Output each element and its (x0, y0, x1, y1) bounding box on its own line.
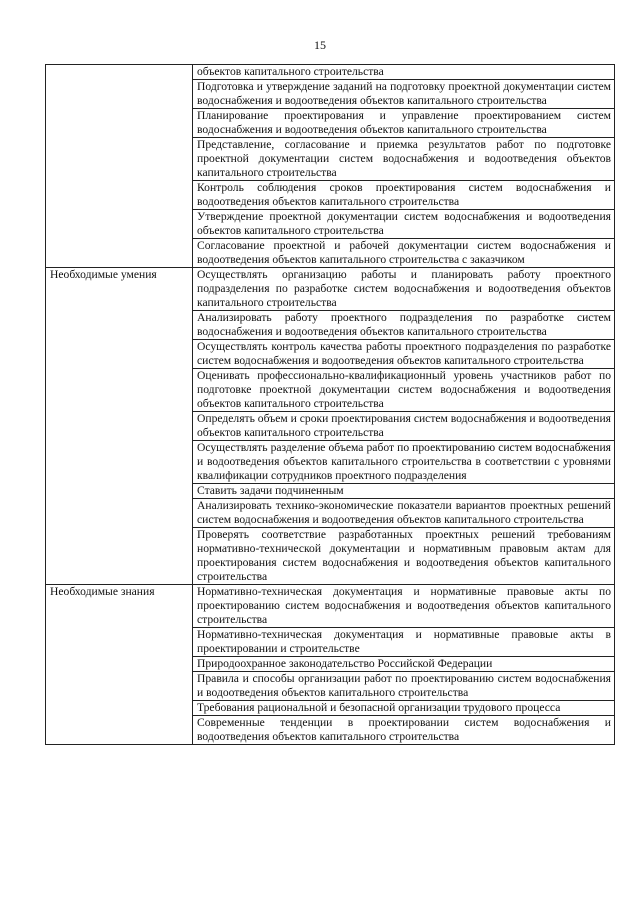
requirement-item: Представление, согласование и приемка результатов работ по подготовке проектной документации систем водоснабжения и водоотведения объектов капитального строительства (193, 138, 615, 181)
requirement-item: Ставить задачи подчиненным (193, 484, 615, 499)
table-row (46, 65, 615, 80)
requirement-item: объектов капитального строительства (193, 65, 615, 80)
requirement-item: Контроль соблюдения сроков проектирования систем водоснабжения и водоотведения объектов капитального строительства (193, 181, 615, 210)
page-number: 15 (314, 38, 326, 52)
requirement-item: Современные тенденции в проектировании систем водоснабжения и водоотведения объектов капитального строительства (193, 716, 615, 745)
requirement-item: Определять объем и сроки проектирования систем водоснабжения и водоотведения объектов капитального строительства (193, 412, 615, 441)
table-row (46, 585, 615, 628)
table-row (46, 268, 615, 311)
section-label: Необходимые умения (46, 268, 193, 585)
section-label (46, 65, 193, 268)
requirement-item: Осуществлять контроль качества работы проектного подразделения по разработке систем водоснабжения и водоотведения объектов капитального строительства (193, 340, 615, 369)
requirement-item: Оценивать профессионально-квалификационный уровень участников работ по подготовке проектной документации систем водоснабжения и водоотведения объектов капитального строительства (193, 369, 615, 412)
section-label: Необходимые знания (46, 585, 193, 745)
requirement-item: Осуществлять организацию работы и планировать работу проектного подразделения по разработке систем водоснабжения и водоотведения объектов капитального строительства (193, 268, 615, 311)
requirement-item: Природоохранное законодательство Российской Федерации (193, 657, 615, 672)
requirement-item: Нормативно-техническая документация и нормативные правовые акты в проектировании и строительстве (193, 628, 615, 657)
requirement-item: Правила и способы организации работ по проектированию систем водоснабжения и водоотведения объектов капитального строительства (193, 672, 615, 701)
requirement-item: Подготовка и утверждение заданий на подготовку проектной документации систем водоснабжения и водоотведения объектов капитального строительства (193, 80, 615, 109)
requirements-table (45, 64, 615, 745)
requirement-item: Планирование проектирования и управление проектированием систем водоснабжения и водоотведения объектов капитального строительства (193, 109, 615, 138)
requirement-item: Проверять соответствие разработанных проектных решений требованиям нормативно-технической документации и нормативным правовым актам для проектирования систем водоснабжения и водоотведения объектов капитального строительства (193, 528, 615, 585)
requirement-item: Осуществлять разделение объема работ по проектированию систем водоснабжения и водоотведения объектов капитального строительства в соответствии с уровнями квалификации сотрудников проектного подразделения (193, 441, 615, 484)
requirement-item: Анализировать технико-экономические показатели вариантов проектных решений систем водоснабжения и водоотведения объектов капитального строительства (193, 499, 615, 528)
requirement-item: Согласование проектной и рабочей документации систем водоснабжения и водоотведения объектов капитального строительства с заказчиком (193, 239, 615, 268)
requirement-item: Требования рациональной и безопасной организации трудового процесса (193, 701, 615, 716)
requirement-item: Нормативно-техническая документация и нормативные правовые акты по проектированию систем водоснабжения и водоотведения объектов капитального строительства (193, 585, 615, 628)
requirement-item: Утверждение проектной документации систем водоснабжения и водоотведения объектов капитального строительства (193, 210, 615, 239)
requirement-item: Анализировать работу проектного подразделения по разработке систем водоснабжения и водоотведения объектов капитального строительства (193, 311, 615, 340)
